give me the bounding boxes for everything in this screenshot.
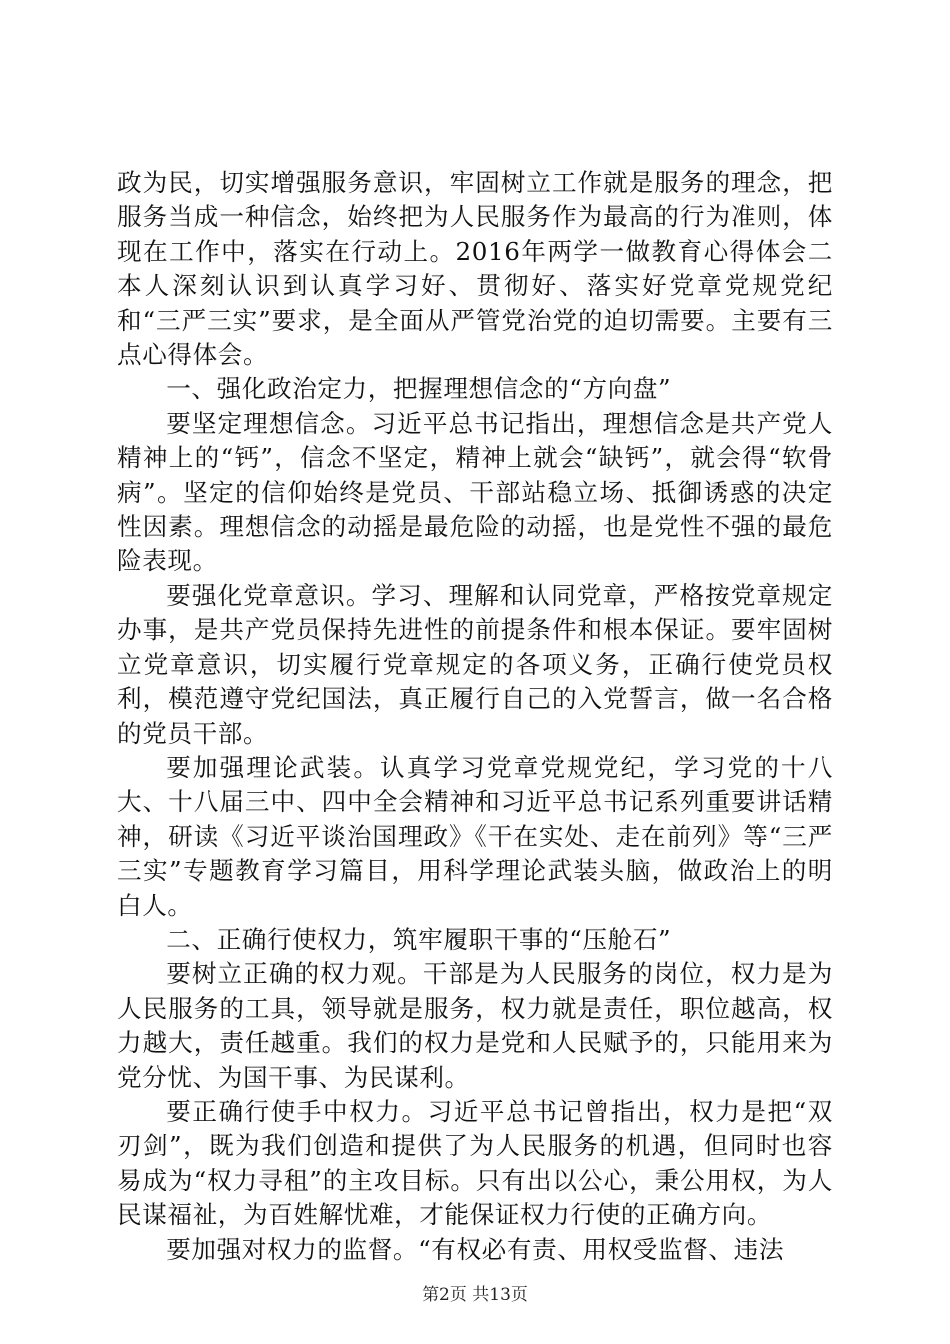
paragraph-power-view: 要树立正确的权力观。干部是为人民服务的岗位，权力是为人民服务的工具，领导就是服务，权力就是责任，职位越高，权力越大，责任越重。我们的权力是党和人民赋予的，只能用来为党分忧、为国干事、为民谋利。	[117, 959, 833, 1092]
section-heading-2: 二、正确行使权力，筑牢履职干事的“压舱石”	[166, 924, 672, 954]
paragraph-supervision: 要加强对权力的监督。“有权必有责、用权受监督、违法	[166, 1234, 785, 1264]
paragraph-ideals: 要坚定理想信念。习近平总书记指出，理想信念是共产党人精神上的“钙”，信念不坚定，精神上就会“缺钙”，就会得“软骨病”。坚定的信仰始终是党员、干部站稳立场、抵御诱惑的决定性因素。理想信念的动摇是最危险的动摇，也是党性不强的最危险表现。	[117, 408, 833, 576]
section-heading-1: 一、强化政治定力，把握理想信念的“方向盘”	[166, 374, 672, 404]
page-number-footer: 第2页 共13页	[422, 1285, 528, 1305]
paragraph-use-power: 要正确行使手中权力。习近平总书记曾指出，权力是把“双刃剑”，既为我们创造和提供了为人民服务的机遇，但同时也容易成为“权力寻租”的主攻目标。只有出以公心，秉公用权，为人民谋福祉，为百姓解忧难，才能保证权力行使的正确方向。	[117, 1096, 833, 1230]
paragraph-continued: 政为民，切实增强服务意识，牢固树立工作就是服务的理念，把服务当成一种信念，始终把为人民服务作为最高的行为准则，体现在工作中，落实在行动上。2016年两学一做教育心得体会二本人深刻认识到认真学习好、贯彻好、落实好党章党规党纪和“三严三实”要求，是全面从严管党治党的迫切需要。主要有三点心得体会。	[117, 168, 833, 370]
paragraph-theory: 要加强理论武装。认真学习党章党规党纪，学习党的十八大、十八届三中、四中全会精神和习近平总书记系列重要讲话精神，研读《习近平谈治国理政》《干在实处、走在前列》等“三严三实”专题教育学习篇目，用科学理论武装头脑，做政治上的明白人。	[117, 752, 833, 920]
document-body	[117, 166, 833, 1267]
paragraph-party-charter: 要强化党章意识。学习、理解和认同党章，严格按党章规定办事，是共产党员保持先进性的前提条件和根本保证。要牢固树立党章意识，切实履行党章规定的各项义务，正确行使党员权利，模范遵守党纪国法，真正履行自己的入党誓言，做一名合格的党员干部。	[117, 580, 833, 748]
